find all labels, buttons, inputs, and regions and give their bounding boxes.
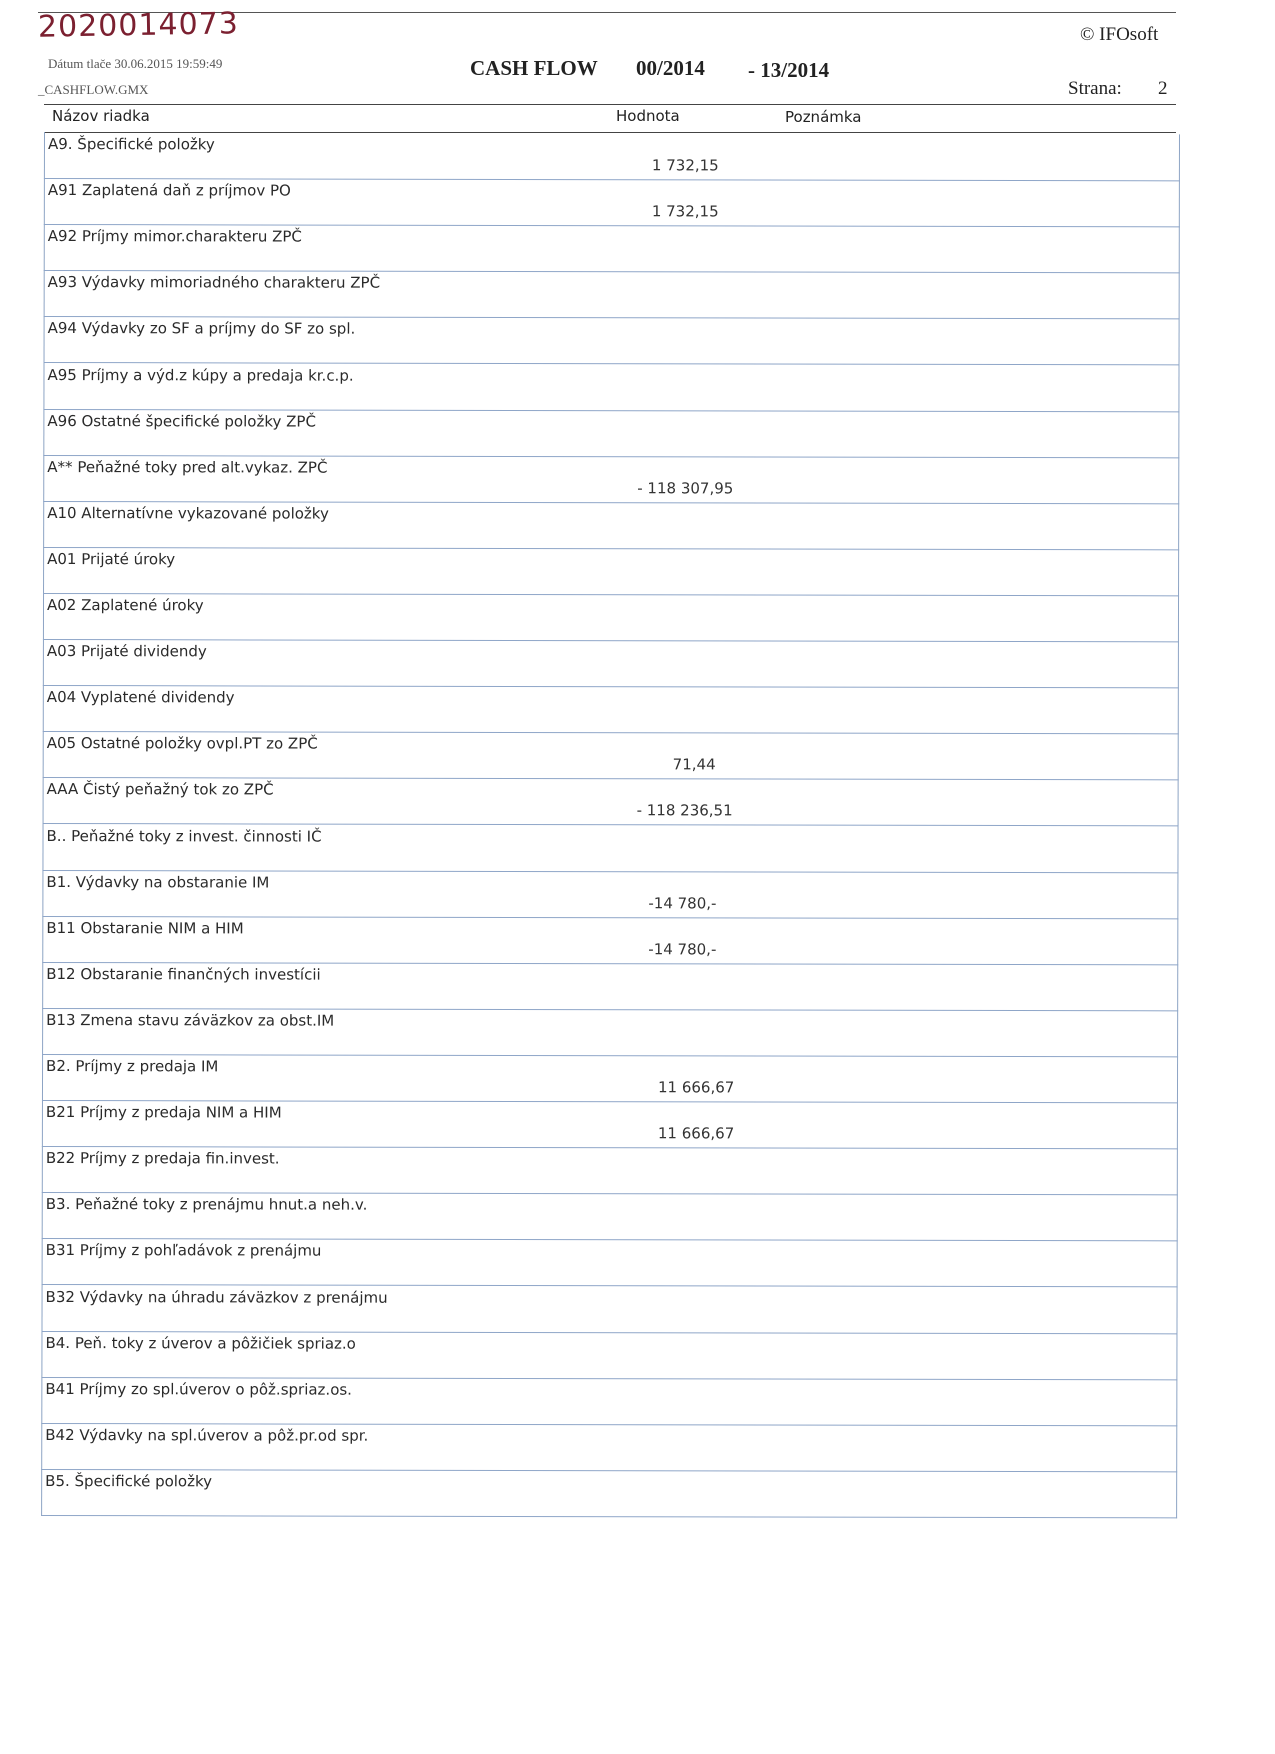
table-row bbox=[42, 1192, 1178, 1241]
row-value: 11 666,67 bbox=[657, 1124, 735, 1143]
table-row bbox=[43, 547, 1179, 596]
table-row bbox=[43, 593, 1179, 642]
row-label: A91 Zaplatená daň z príjmov PO bbox=[47, 181, 291, 200]
row-value: 71,44 bbox=[672, 755, 716, 774]
row-label: B42 Výdavky na spl.úverov a pôž.pr.od spr. bbox=[45, 1425, 369, 1445]
table-row bbox=[44, 132, 1180, 181]
table-row bbox=[42, 1146, 1178, 1195]
cashflow-table bbox=[41, 132, 1180, 1518]
row-value: 1 732,15 bbox=[651, 202, 719, 221]
period-to: - 13/2014 bbox=[748, 58, 830, 82]
row-label: A92 Príjmy mimor.charakteru ZPČ bbox=[47, 227, 302, 246]
table-row bbox=[42, 1100, 1178, 1149]
row-label: A02 Zaplatené úroky bbox=[46, 596, 204, 615]
row-label: B31 Príjmy z pohľadávok z prenájmu bbox=[45, 1241, 322, 1260]
row-value: -14 780,- bbox=[648, 893, 717, 913]
column-header-top-rule bbox=[44, 104, 1176, 105]
row-value: -14 780,- bbox=[648, 939, 717, 959]
row-label: B1. Výdavky na obstaranie IM bbox=[46, 872, 270, 892]
table-row bbox=[42, 916, 1178, 965]
page-number: 2 bbox=[1158, 78, 1168, 99]
period-from: 00/2014 bbox=[636, 56, 705, 80]
table-row bbox=[43, 362, 1179, 411]
table-row bbox=[42, 1008, 1178, 1057]
page-label: Strana: bbox=[1068, 78, 1122, 99]
row-value: - 118 307,95 bbox=[637, 478, 734, 498]
row-label: AAA Čistý peňažný tok zo ZPČ bbox=[46, 780, 274, 799]
row-label: B12 Obstaranie finančných investícii bbox=[46, 964, 321, 984]
row-label: A** Peňažné toky pred alt.vykaz. ZPČ bbox=[47, 457, 328, 477]
copyright-notice: © IFOsoft bbox=[1080, 24, 1159, 45]
report-filename: _CASHFLOW.GMX bbox=[38, 82, 149, 97]
column-header-value: Hodnota bbox=[616, 107, 680, 125]
table-row bbox=[42, 1238, 1178, 1287]
table-row bbox=[42, 823, 1178, 872]
row-label: A03 Prijaté dividendy bbox=[46, 642, 207, 661]
row-label: A01 Prijaté úroky bbox=[47, 549, 176, 569]
handwritten-reference-number: 2020014073 bbox=[37, 6, 240, 45]
print-date: Dátum tlače 30.06.2015 19:59:49 bbox=[48, 56, 223, 71]
row-label: A10 Alternatívne vykazované položky bbox=[47, 503, 329, 523]
report-title: CASH FLOW bbox=[470, 56, 598, 80]
column-header-name: Názov riadka bbox=[52, 107, 150, 125]
row-label: B3. Peňažné toky z prenájmu hnut.a neh.v. bbox=[45, 1195, 368, 1214]
row-label: A95 Príjmy a výd.z kúpy a predaja kr.c.p. bbox=[47, 365, 354, 385]
table-row bbox=[44, 270, 1180, 319]
table-row bbox=[42, 1054, 1178, 1103]
table-row bbox=[43, 777, 1179, 826]
row-label: B32 Výdavky na úhradu záväzkov z prenájmu bbox=[45, 1287, 388, 1307]
row-value: 11 666,67 bbox=[657, 1078, 735, 1097]
table-row bbox=[43, 685, 1179, 734]
row-value: - 118 236,51 bbox=[636, 801, 733, 820]
table-row bbox=[41, 1423, 1177, 1472]
row-label: B41 Príjmy zo spl.úverov o pôž.spriaz.os. bbox=[45, 1379, 352, 1399]
table-row bbox=[43, 731, 1179, 780]
row-value: 1 732,15 bbox=[651, 156, 719, 175]
row-label: A94 Výdavky zo SF a príjmy do SF zo spl. bbox=[47, 319, 356, 339]
row-label: A9. Špecifické položky bbox=[47, 135, 215, 154]
table-row bbox=[42, 962, 1178, 1011]
table-row bbox=[41, 1469, 1177, 1518]
row-label: A04 Vyplatené dividendy bbox=[46, 688, 235, 707]
row-label: B13 Zmena stavu záväzkov za obst.IM bbox=[46, 1010, 335, 1030]
column-header-note: Poznámka bbox=[785, 108, 862, 126]
table-row bbox=[43, 409, 1179, 458]
table-row bbox=[41, 1377, 1177, 1426]
row-label: B.. Peňažné toky z invest. činnosti IČ bbox=[46, 826, 322, 846]
table-row bbox=[44, 316, 1180, 365]
row-label: B5. Špecifické položky bbox=[45, 1471, 213, 1491]
row-label: B22 Príjmy z predaja fin.invest. bbox=[45, 1149, 280, 1168]
table-row bbox=[43, 455, 1179, 504]
table-row bbox=[43, 501, 1179, 550]
table-row bbox=[44, 178, 1180, 227]
row-label: B11 Obstaranie NIM a HIM bbox=[46, 918, 244, 938]
row-label: A05 Ostatné položky ovpl.PT zo ZPČ bbox=[46, 734, 318, 753]
table-row bbox=[44, 224, 1180, 273]
row-label: A96 Ostatné špecifické položky ZPČ bbox=[47, 411, 316, 431]
table-row bbox=[43, 639, 1179, 688]
row-label: B4. Peň. toky z úverov a pôžičiek spriaz.o bbox=[45, 1333, 356, 1353]
table-row bbox=[41, 1284, 1177, 1333]
row-label: B21 Príjmy z predaja NIM a HIM bbox=[45, 1103, 282, 1122]
row-label: A93 Výdavky mimoriadného charakteru ZPČ bbox=[47, 273, 381, 293]
table-row bbox=[42, 870, 1178, 919]
row-label: B2. Príjmy z predaja IM bbox=[46, 1057, 219, 1076]
table-row bbox=[41, 1331, 1177, 1380]
